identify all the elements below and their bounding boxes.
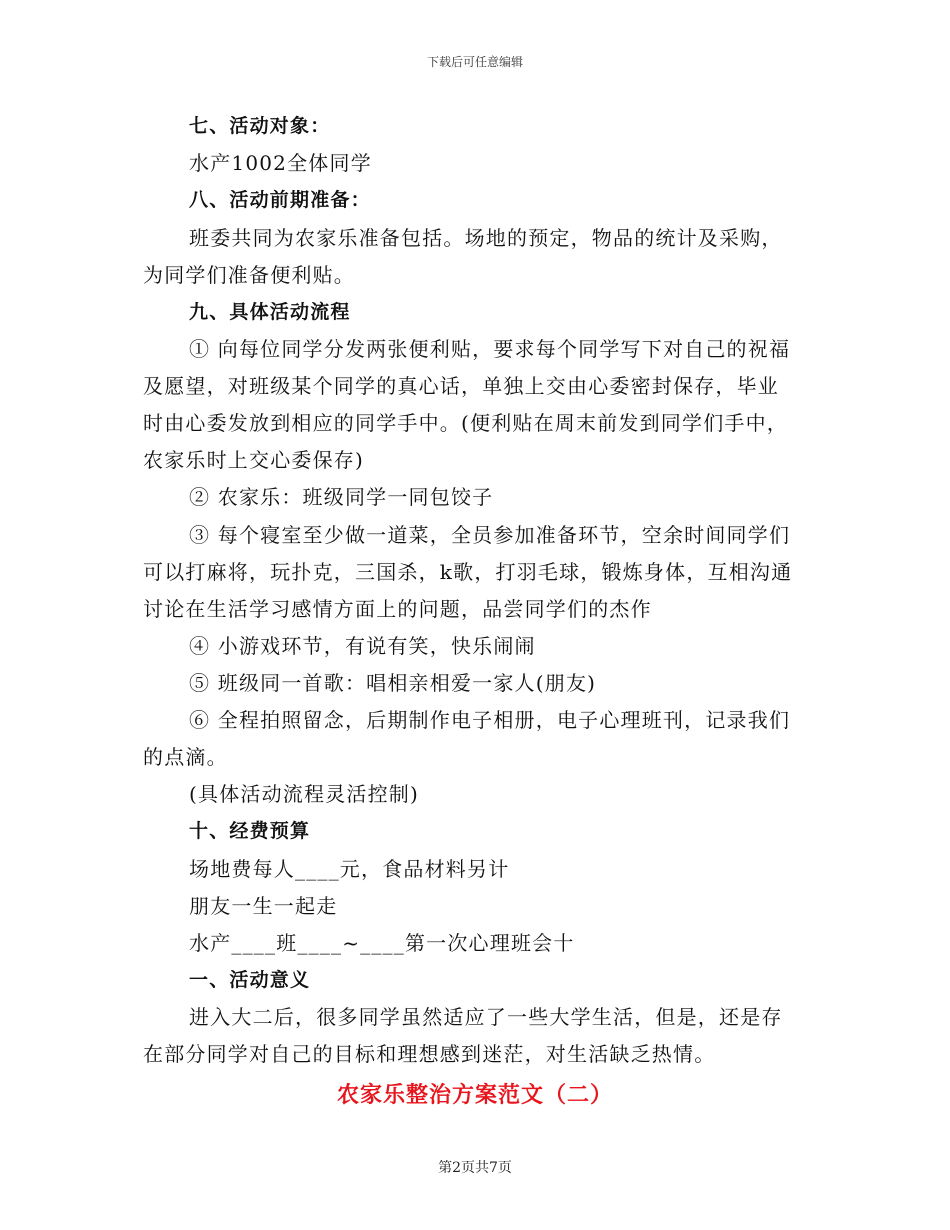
list-item-1: ① 向每位同学分发两张便利贴，要求每个同学写下对自己的祝福: [189, 337, 791, 361]
list-item-3: ③ 每个寝室至少做一道菜，全员参加准备环节，空余时间同学们: [189, 523, 791, 547]
page-footer: 第2页共7页: [438, 1160, 512, 1176]
paragraph-line: 及愿望，对班级某个同学的真心话，单独上交由心委密封保存，毕业: [143, 374, 779, 398]
paragraph-line: 在部分同学对自己的目标和理想感到迷茫，对生活缺乏热情。: [143, 1042, 716, 1066]
paragraph-line: 场地费每人____元，食品材料另计: [189, 857, 510, 881]
list-item-5: ⑤ 班级同一首歌：唱相亲相爱一家人(朋友): [189, 671, 597, 695]
paragraph-line: 朋友一生一起走: [189, 894, 338, 918]
heading-significance: 一、活动意义: [189, 969, 311, 991]
paragraph-line: 农家乐时上交心委保存): [143, 448, 365, 472]
heading-activity-target: 七、活动对象：: [189, 115, 331, 137]
paragraph-line: 进入大二后，很多同学虽然适应了一些大学生活，但是，还是存: [189, 1005, 783, 1029]
paragraph-line: 的点滴。: [143, 745, 228, 769]
note-line: (具体活动流程灵活控制): [189, 782, 420, 806]
paragraph-line: 为同学们准备便利贴。: [143, 263, 355, 287]
list-item-2: ② 农家乐：班级同学一同包饺子: [189, 485, 494, 509]
heading-budget: 十、经费预算: [189, 820, 311, 842]
section-title: 农家乐整治方案范文（二）: [336, 1082, 613, 1108]
list-item-4: ④ 小游戏环节，有说有笑，快乐闹闹: [189, 634, 536, 658]
page-header: 下载后可任意编辑: [426, 55, 523, 69]
heading-activity-flow: 九、具体活动流程: [189, 301, 351, 323]
paragraph-line: 可以打麻将，玩扑克，三国杀，k歌，打羽毛球，锻炼身体，互相沟通: [143, 560, 793, 584]
paragraph-line: 时由心委发放到相应的同学手中。(便利贴在周末前发到同学们手中，: [143, 411, 789, 435]
paragraph-line: 水产____班____~____第一次心理班会十: [189, 931, 575, 955]
list-item-6: ⑥ 全程拍照留念，后期制作电子相册，电子心理班刊，记录我们: [189, 708, 791, 732]
paragraph-line: 班委共同为农家乐准备包括。场地的预定，物品的统计及采购，: [189, 226, 783, 250]
heading-preparation: 八、活动前期准备：: [189, 189, 371, 211]
paragraph-line: 水产1002全体同学: [189, 151, 372, 175]
paragraph-line: 讨论在生活学习感情方面上的问题，品尝同学们的杰作: [143, 597, 652, 621]
